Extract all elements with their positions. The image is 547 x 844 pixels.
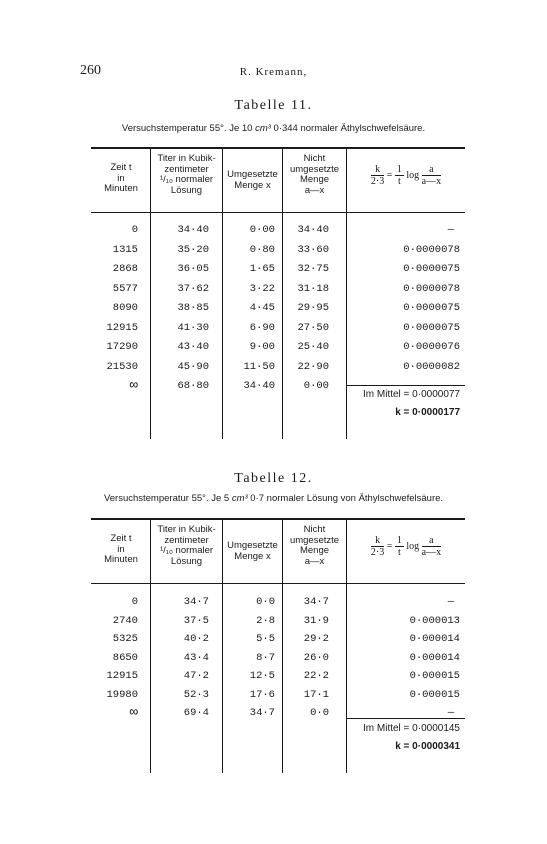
cell-titer: 45·90 [177,360,209,373]
cell-zeit: 8090 [112,302,138,314]
cell-nicht-umgesetzt: 22·2 [303,670,329,682]
cell-titer: 43·4 [183,651,209,664]
cell-zeit: 2740 [112,614,138,627]
column-divider [346,149,347,439]
header-formula: $\frac{k}{2\cdot 3}$ = $\frac{1}{t}$ log $\frac{a}{a—x}$ [370,535,442,558]
cell-k: 0·0000075 [403,263,460,275]
table-title: Tabelle 11. [234,98,313,113]
caption-text: Versuchstemperatur 55°. Je 5 [103,493,232,504]
caption-text: 0·7 normaler Lösung von Äthylschwefelsäure. [247,493,444,504]
cell-titer: 41·30 [177,321,209,334]
header-rule [91,583,465,584]
header-zeit: Zeit t in Minuten [104,162,138,194]
cell-zeit: 8650 [112,651,138,664]
cell-umgesetzt: 0·00 [249,224,275,236]
cell-nicht-umgesetzt: 0·0 [310,707,329,719]
cell-zeit: 0 [131,224,138,236]
caption-text: Versuchstemperatur 55°. Je 10 [121,123,256,134]
cell-umgesetzt: 1·65 [249,263,275,275]
table-caption [0,493,547,504]
cell-titer: 34·40 [177,224,209,236]
cell-titer: 52·3 [183,688,209,701]
cell-k: 0·0000075 [403,321,460,334]
cell-zeit: 12915 [106,321,138,334]
cell-nicht-umgesetzt: 31·9 [303,614,329,627]
cell-zeit: 5325 [112,633,138,645]
cell-zeit: ∞ [129,378,138,394]
cell-nicht-umgesetzt: 31·18 [297,282,329,295]
cell-zeit: 12915 [106,670,138,682]
cell-zeit: 21530 [106,360,138,373]
mittel-value: Im Mittel = 0·0000077 [363,389,460,400]
cell-nicht-umgesetzt: 34·7 [303,596,329,608]
cell-titer: 38·85 [177,302,209,314]
cell-titer: 37·62 [177,282,209,295]
cell-titer: 34·7 [183,596,209,608]
table-title: Tabelle 12. [234,471,313,486]
running-head: R. Kremann, [239,66,308,78]
cell-umgesetzt: 34·40 [243,380,275,392]
cell-umgesetzt: 8·7 [256,651,275,664]
header-nicht-umgesetzte: Nicht umgesetzte Menge a—x [289,153,340,196]
header-umgesetzte: Umgesetzte Menge x [227,169,278,191]
cell-k: 0·0000082 [403,360,460,373]
caption-text: 0·344 normaler Äthylschwefelsäure. [270,123,426,134]
table-caption [0,123,547,134]
column-divider [346,520,347,773]
header-titer: Titer in Kubik- zentimeter ¹/₁₀ normaler Lösung [157,153,216,196]
cell-titer: 40·2 [183,633,209,645]
cell-umgesetzt: 9·00 [249,341,275,353]
cell-k: 0·0000075 [403,302,460,314]
cell-umgesetzt: 6·90 [249,321,275,334]
header-nicht-umgesetzte: Nicht umgesetzte Menge a—x [289,524,340,567]
cell-umgesetzt: 0·80 [249,243,275,256]
cell-titer: 68·80 [177,380,209,392]
k-result: k = 0·0000177 [395,407,460,418]
caption-unit: cm³ [231,493,248,504]
cell-umgesetzt: 11·50 [243,360,275,373]
cell-k: 0·000015 [409,688,460,701]
cell-nicht-umgesetzt: 29·2 [303,633,329,645]
top-rule [91,147,465,149]
header-zeit: Zeit t in Minuten [104,533,138,565]
cell-k: 0·0000078 [403,282,460,295]
cell-umgesetzt: 0·0 [256,596,275,608]
cell-nicht-umgesetzt: 26·0 [303,651,329,664]
header-formula: $\frac{k}{2\cdot 3}$ = $\frac{1}{t}$ log $\frac{a}{a—x}$ [370,164,442,187]
k-result: k = 0·0000341 [395,741,460,752]
cell-titer: 35·20 [177,243,209,256]
top-rule [91,518,465,520]
cell-k: 0·000014 [409,633,460,645]
cell-titer: 69·4 [183,707,209,719]
cell-k: — [447,224,454,236]
cell-zeit: 1315 [112,243,138,256]
cell-nicht-umgesetzt: 27·50 [297,321,329,334]
cell-nicht-umgesetzt: 25·40 [297,341,329,353]
cell-k: 0·000014 [409,651,460,664]
cell-k: 0·000013 [409,614,460,627]
header-rule [91,212,465,213]
cell-k: — [447,596,454,608]
cell-k: 0·0000078 [403,243,460,256]
cell-titer: 37·5 [183,614,209,627]
cell-umgesetzt: 12·5 [249,670,275,682]
cell-k: — [447,380,454,392]
cell-umgesetzt: 34·7 [249,707,275,719]
cell-umgesetzt: 2·8 [256,614,275,627]
cell-nicht-umgesetzt: 29·95 [297,302,329,314]
caption-unit: cm³ [255,123,271,134]
cell-zeit: 19980 [106,688,138,701]
cell-umgesetzt: 17·6 [249,688,275,701]
cell-nicht-umgesetzt: 0·00 [303,380,329,392]
cell-nicht-umgesetzt: 33·60 [297,243,329,256]
cell-umgesetzt: 3·22 [249,282,275,295]
cell-nicht-umgesetzt: 32·75 [297,263,329,275]
cell-zeit: 17290 [106,341,138,353]
cell-umgesetzt: 5·5 [256,633,275,645]
cell-titer: 43·40 [177,341,209,353]
header-titer: Titer in Kubik- zentimeter ¹/₁₀ normaler Lösung [157,524,216,567]
cell-nicht-umgesetzt: 34·40 [297,224,329,236]
header-umgesetzte: Umgesetzte Menge x [227,540,278,562]
cell-k: 0·000015 [409,670,460,682]
cell-nicht-umgesetzt: 17·1 [303,688,329,701]
page-number: 260 [80,63,101,78]
cell-umgesetzt: 4·45 [249,302,275,314]
cell-k: 0·0000076 [403,341,460,353]
cell-k: — [447,707,454,719]
cell-zeit: ∞ [129,705,138,721]
cell-nicht-umgesetzt: 22·90 [297,360,329,373]
cell-zeit: 5577 [112,282,138,295]
cell-titer: 47·2 [183,670,209,682]
cell-titer: 36·05 [177,263,209,275]
mittel-value: Im Mittel = 0·0000145 [363,723,460,734]
cell-zeit: 0 [131,596,138,608]
cell-zeit: 2868 [112,263,138,275]
